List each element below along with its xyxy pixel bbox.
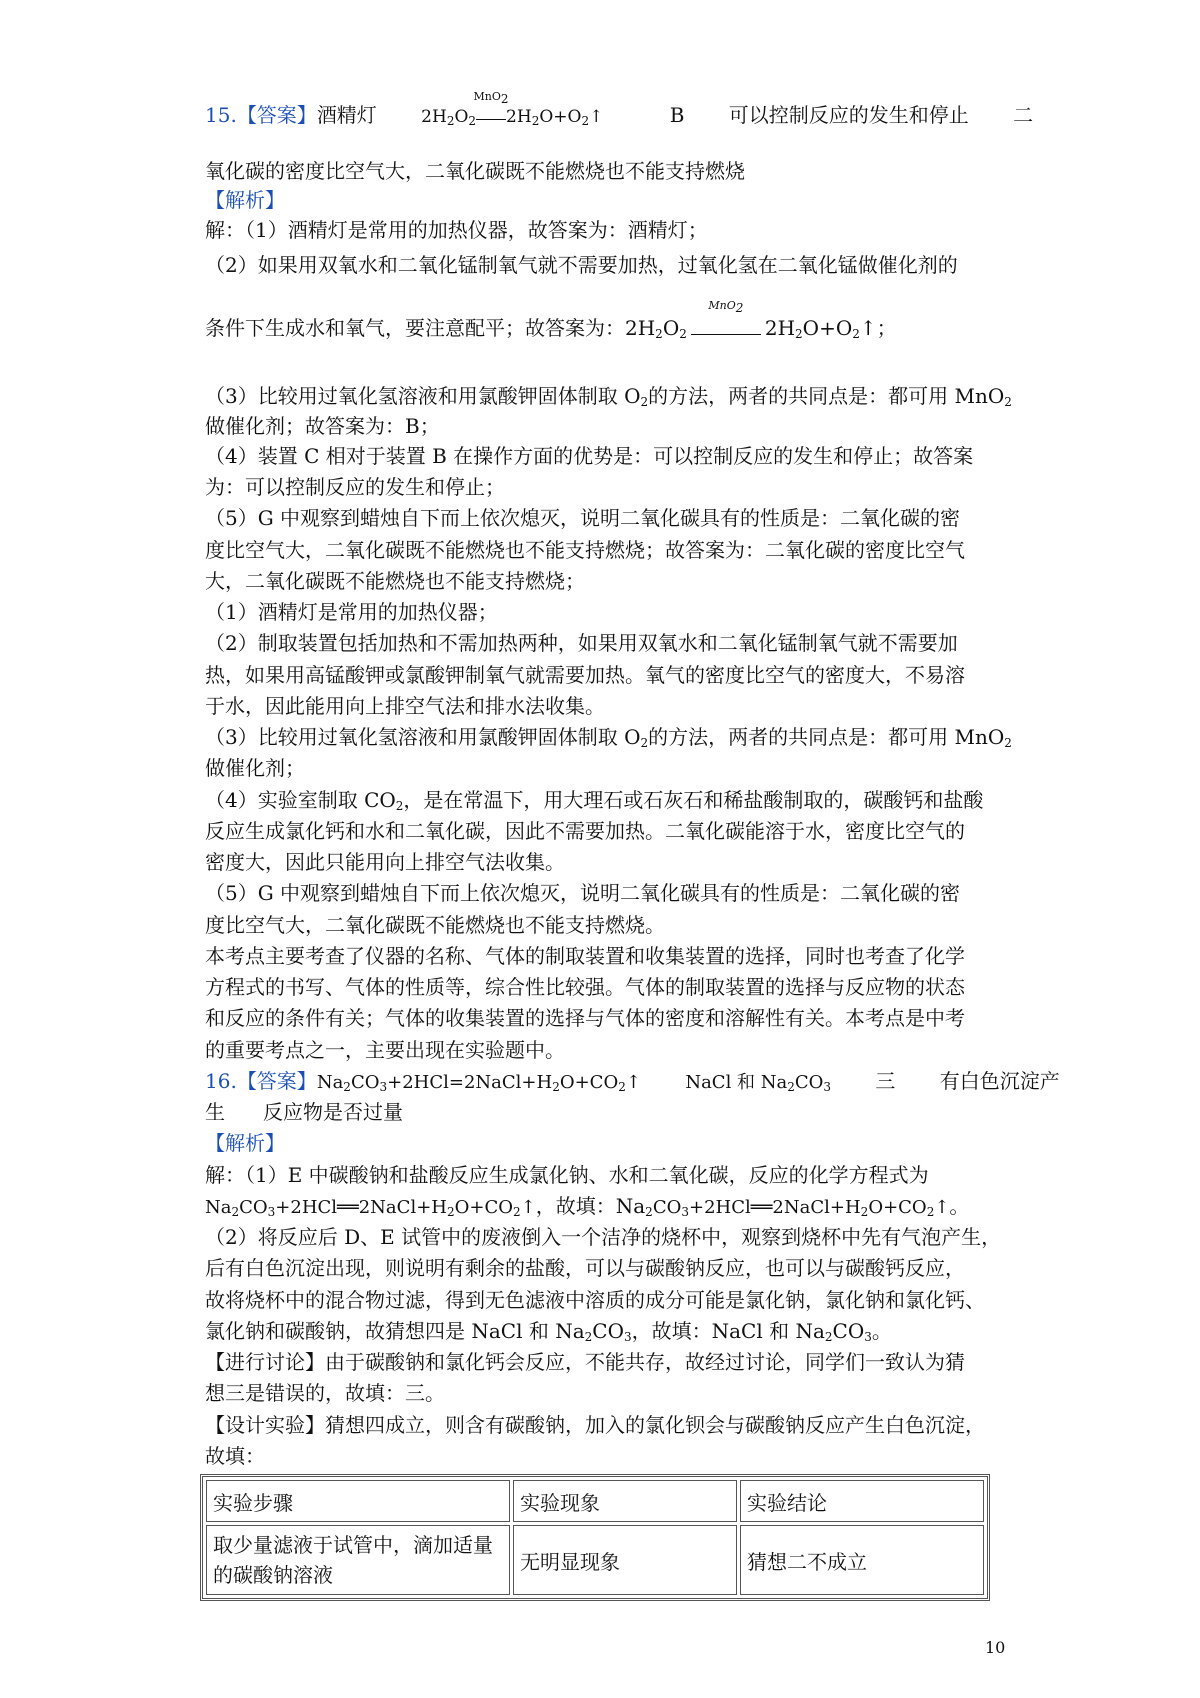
q15-k3b: 做催化剂；: [205, 756, 305, 780]
q16-line2: 生 反应物是否过量: [205, 1100, 403, 1124]
q16-j2: $Na_2CO_3+2HCl══2NaCl+H_2O+CO_2↑$，故填：$Na_2CO_3+2HCl══2NaCl+H_2O+CO_2↑$。: [205, 1194, 970, 1219]
q16-number: 16.: [205, 1069, 237, 1093]
q15-5b: 度比空气大，二氧化碳既不能燃烧也不能支持燃烧；故答案为：二氧化碳的密度比空气: [205, 538, 965, 562]
page-number: 10: [985, 1638, 1006, 1657]
q15-3a: （3）比较用过氧化氢溶液和用氯酸钾固体制取 $O_2$的方法，两者的共同点是：都可用 MnO$_2$: [205, 384, 1012, 409]
q15-answer-er: 二: [1013, 103, 1034, 127]
q16-answer-precip: 有白色沉淀产: [939, 1069, 1060, 1093]
q15-number: 15.: [205, 103, 237, 127]
q15-k5b: 度比空气大，二氧化碳既不能燃烧也不能支持燃烧。: [205, 913, 665, 937]
q15-answer-control: 可以控制反应的发生和停止: [728, 103, 969, 127]
q16-answer-san: 三: [875, 1069, 896, 1093]
q15-line2: 氧化碳的密度比空气大，二氧化碳既不能燃烧也不能支持燃烧: [205, 159, 745, 183]
q15-k1: （1）酒精灯是常用的加热仪器；: [205, 600, 498, 624]
q15-4a: （4）装置 C 相对于装置 B 在操作方面的优势是：可以控制反应的发生和停止；故答案: [205, 444, 974, 468]
q16-answer-nacl: NaCl 和 $Na_2CO_3$: [685, 1072, 832, 1094]
q15-k4b: 反应生成氯化钙和水和二氧化碳，因此不需要加热。二氧化碳能溶于水，密度比空气的: [205, 819, 965, 843]
q15-answer-1: 酒精灯: [316, 103, 377, 127]
table-cell-step: 取少量滤液于试管中，滴加适量 的碳酸钠溶液: [206, 1525, 510, 1595]
q16-equation: $Na_2CO_3+2HCl=2NaCl+H_2O+CO_2↑$: [316, 1072, 641, 1094]
q15-k4a: （4）实验室制取 $CO_2$，是在常温下，用大理石或石灰石和稀盐酸制取的，碳酸钙和盐酸: [205, 788, 984, 813]
table-cell-phenomenon: 无明显现象: [513, 1525, 737, 1595]
q15-answer-line: [205, 90, 1034, 132]
table-cell-conclusion: 猜想二不成立: [740, 1525, 984, 1595]
q15-2b: 条件下生成水和氧气，要注意配平；故答案为：$2H_2O_2$ MnO$_2$ $2H_2O+O_2↑$；: [205, 299, 897, 341]
q16-j1: 解：（1）E 中碳酸钠和盐酸反应生成氯化钠、水和二氧化碳，反应的化学方程式为: [205, 1163, 929, 1187]
q16-j6: 氯化钠和碳酸钠，故猜想四是 NaCl 和 $Na_2CO_3$，故填：NaCl 和 $Na_2CO_3$。: [205, 1319, 892, 1344]
q15-answer-b: B: [669, 103, 685, 127]
table-header-phenomenon: 实验现象: [513, 1480, 737, 1522]
q15-5a: （5）G 中观察到蜡烛自下而上依次熄灭，说明二氧化碳具有的性质是：二氧化碳的密: [205, 506, 961, 530]
q15-k5a: （5）G 中观察到蜡烛自下而上依次熄灭，说明二氧化碳具有的性质是：二氧化碳的密: [205, 881, 961, 905]
q16-e2: 故填：: [205, 1444, 265, 1468]
q16-j4: 后有白色沉淀出现，则说明有剩余的盐酸，可以与碳酸钠反应，也可以与碳酸钙反应，: [205, 1256, 965, 1280]
q15-k2a: （2）制取装置包括加热和不需加热两种，如果用双氧水和二氧化锰制氧气就不需要加: [205, 631, 958, 655]
q16-answer-tag: 【答案】: [236, 1069, 317, 1093]
experiment-table: [200, 1474, 990, 1601]
q15-4b: 为：可以控制反应的发生和停止；: [205, 475, 505, 499]
table-header-row: [206, 1480, 984, 1522]
q15-analysis-tag: 【解析】: [205, 188, 285, 212]
table-header-conclusion: 实验结论: [740, 1480, 984, 1522]
q16-e1: 【设计实验】猜想四成立，则含有碳酸钠，加入的氯化钡会与碳酸钠反应产生白色沉淀，: [205, 1413, 985, 1437]
q16-j5: 故将烧杯中的混合物过滤，得到无色滤液中溶质的成分可能是氯化钠，氯化钠和氯化钙、: [205, 1288, 985, 1312]
q15-2a: （2）如果用双氧水和二氧化锰制氧气就不需要加热，过氧化氢在二氧化锰做催化剂的: [205, 253, 958, 277]
q15-s1: 本考点主要考查了仪器的名称、气体的制取装置和收集装置的选择，同时也考查了化学: [205, 944, 965, 968]
q15-s3: 和反应的条件有关；气体的收集装置的选择与气体的密度和溶解性有关。本考点是中考: [205, 1006, 965, 1030]
q15-5c: 大，二氧化碳既不能燃烧也不能支持燃烧；: [205, 569, 585, 593]
q16-d2: 想三是错误的，故填：三。: [205, 1381, 445, 1405]
q15-equation: $2H_2O_2$ MnO$_2$ $2H_2O+O_2↑$: [421, 90, 604, 128]
q16-d1: 【进行讨论】由于碳酸钠和氯化钙会反应，不能共存，故经过讨论，同学们一致认为猜: [205, 1350, 965, 1374]
q16-analysis-tag: 【解析】: [205, 1131, 285, 1155]
q15-k4c: 密度大，因此只能用向上排空气法收集。: [205, 850, 565, 874]
q15-answer-tag: 【答案】: [236, 103, 317, 127]
q16-answer-line: [205, 1066, 1060, 1098]
q15-s4: 的重要考点之一，主要出现在实验题中。: [205, 1038, 565, 1062]
q15-k3a: （3）比较用过氧化氢溶液和用氯酸钾固体制取 $O_2$的方法，两者的共同点是：都可用 MnO$_2$: [205, 725, 1012, 750]
table-header-step: 实验步骤: [206, 1480, 510, 1522]
q15-k2c: 于水，因此能用向上排空气法和排水法收集。: [205, 694, 605, 718]
q15-jie1: 解：（1）酒精灯是常用的加热仪器，故答案为：酒精灯；: [205, 218, 708, 242]
q15-s2: 方程式的书写、气体的性质等，综合性比较强。气体的制取装置的选择与反应物的状态: [205, 975, 965, 999]
q15-k2b: 热，如果用高锰酸钾或氯酸钾制氧气就需要加热。氧气的密度比空气的密度大，不易溶: [205, 663, 965, 687]
table-row: [206, 1525, 984, 1595]
q15-3b: 做催化剂；故答案为：B；: [205, 414, 440, 438]
q16-j3: （2）将反应后 D、E 试管中的废液倒入一个洁净的烧杯中，观察到烧杯中先有气泡产生，: [205, 1225, 1002, 1249]
